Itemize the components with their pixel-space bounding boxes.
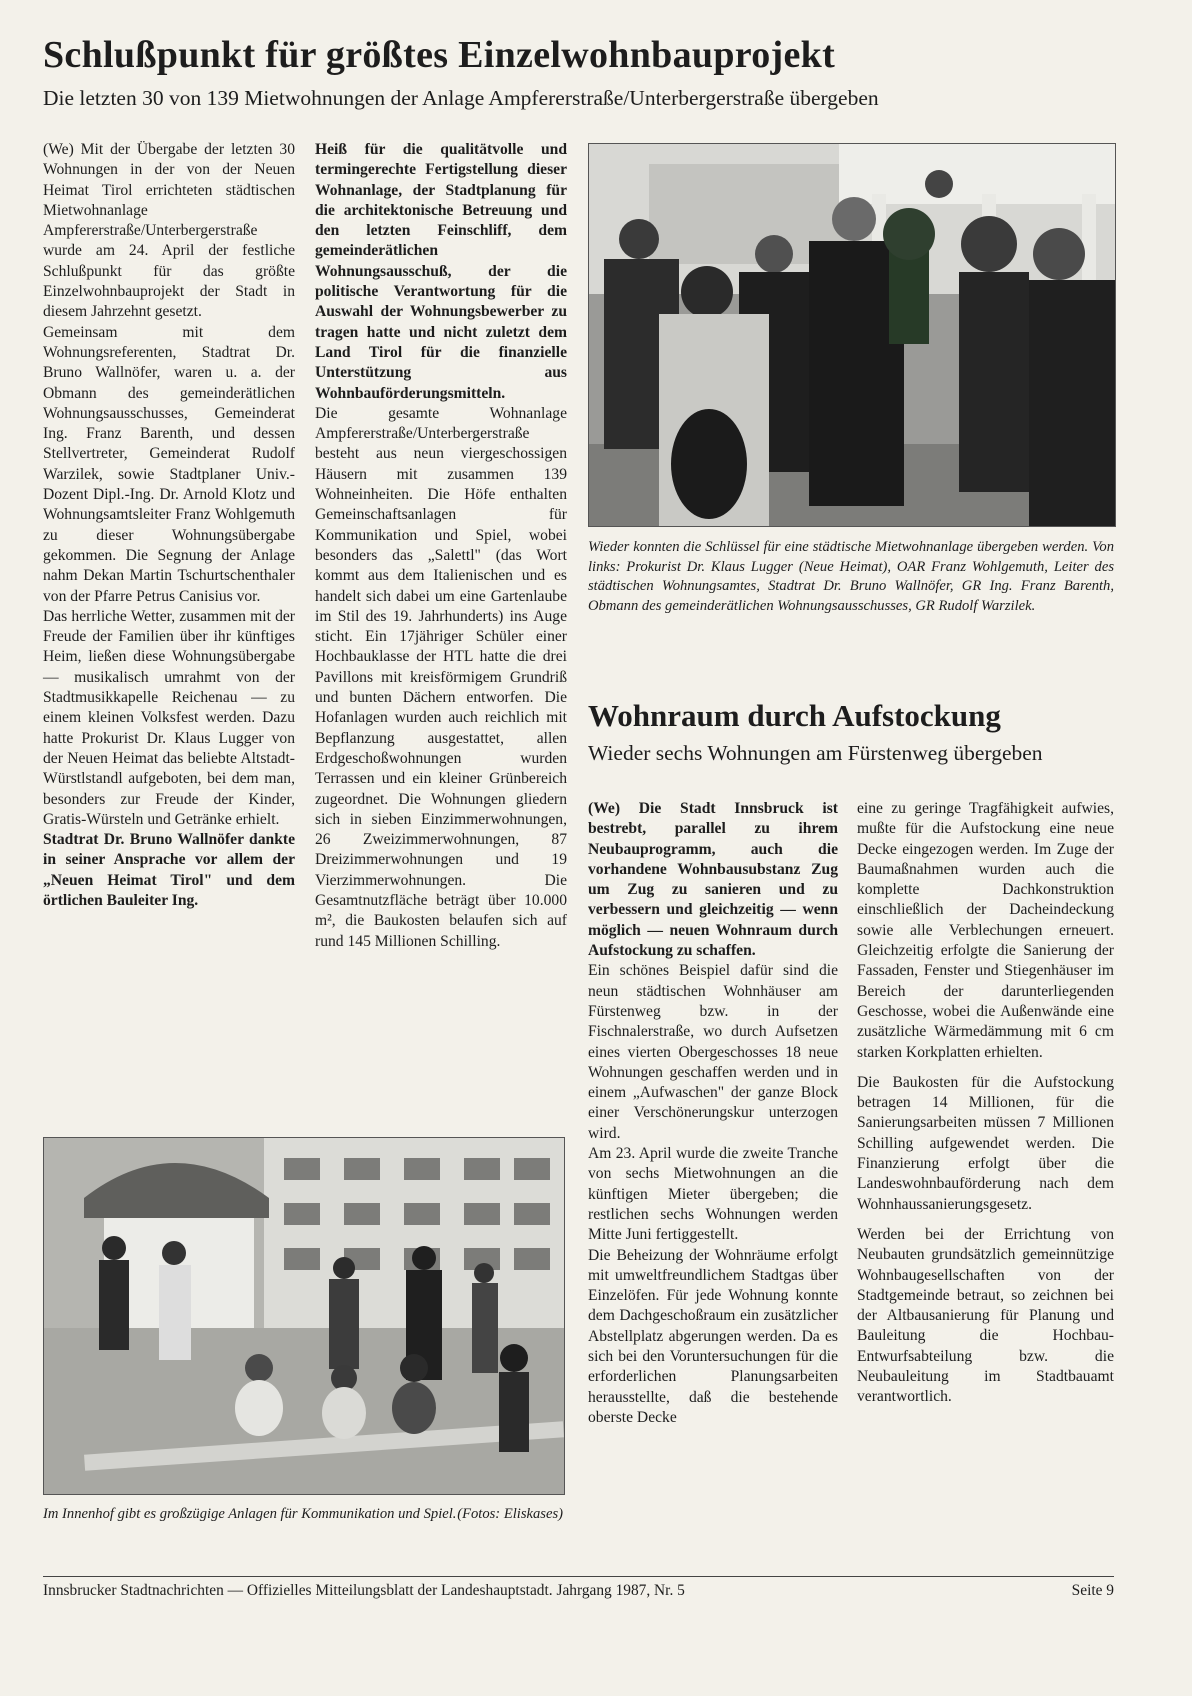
- article2-column-2: [857, 799, 1114, 1408]
- courtyard-photo-caption: [43, 1505, 563, 1525]
- article1-headline: Schlußpunkt für größtes Einzelwohnbauprojekt: [43, 34, 836, 76]
- article2-headline: Wohnraum durch Aufstockung: [588, 698, 1001, 733]
- key-handover-photo-caption: Wieder konnten die Schlüssel für eine städtische Mietwohnanlage übergeben werden. Von links: Prokurist Dr. Klaus Lugger (Neue Heimat), OAR Franz Wohlgemuth, Leiter des städtischen Wohnungsamtes, Stadtrat Dr. Bruno Wallnöfer, GR Ing. Franz Barenth, Obmann des gemeinderätlichen Wohnungsausschusses, GR Rudolf Warzilek.: [588, 539, 1114, 614]
- key-handover-photo: [588, 143, 1116, 527]
- article2-col2-paragraph-3: Werden bei der Errichtung von Neubauten grundsätzlich gemeinnützige Wohnbaugesellschaften von der Stadtgemeinde betraut, so zeichnen bei der Altbausanierung für Planung und Bauleitung die Hochbau-Entwurfsabteilung bzw. die Neubauleitung im Stadtbauamt verantwortlich.: [857, 1225, 1114, 1406]
- article1-col1-paragraph-2: Gemeinsam mit dem Wohnungsreferenten, Stadtrat Dr. Bruno Wallnöfer, waren u. a. der Obmann des gemeinderätlichen Wohnungsausschusses, Gemeinderat Ing. Franz Barenth, und dessen Stellvertreter, Gemeinderat Rudolf Warzilek, sowie Stadtplaner Univ.-Dozent Dipl.-Ing. Dr. Arnold Klotz und Wohnungsamtsleiter Franz Wohlgemuth zu dieser Wohnungsübergabe gekommen. Die Segnung der Anlage nahm Dekan Martin Tschurtschenthaler von der Pfarre Petrus Canisius vor.: [43, 323, 295, 605]
- footer-rule: [43, 1576, 1114, 1577]
- article1-col2-paragraph-1: Heiß für die qualitätvolle und termingerechte Fertigstellung dieser Wohnanlage, der Stadtplanung für die architektonische Betreuung und den letzten Feinschliff, dem gemeinderätlichen Wohnungsausschuß, der die politische Verantwortung für die Auswahl der Wohnungsbewerber zu tragen hatte und nicht zuletzt dem Land Tirol für die finanzielle Unterstützung aus Wohnbauförderungsmitteln.: [315, 141, 567, 402]
- article2-subheadline: Wieder sechs Wohnungen am Fürstenweg übergeben: [588, 741, 1043, 765]
- article1-col1-paragraph-3: Das herrliche Wetter, zusammen mit der Freude der Familien über ihr künftiges Heim, ließen diese Wohnungsübergabe — musikalisch umrahmt von der Stadtmusikkapelle Reichenau — zu einem kleinen Volksfest werden. Dazu hatte Prokurist Dr. Klaus Lugger von der Neuen Heimat das beliebte Altstadt-Würstlstandl aufgeboten, bei dem man, besonders zur Freude der Kinder, Gratis-Würsteln und Getränke erhielt.: [43, 607, 295, 828]
- article1-column-1: [43, 140, 295, 911]
- article1-col1-paragraph-4: Stadtrat Dr. Bruno Wallnöfer dankte in seiner Ansprache vor allem der „Neuen Heimat Tirol" und dem örtlichen Bauleiter Ing.: [43, 831, 295, 909]
- article2-column-1: [588, 799, 838, 1428]
- photo-credit: (Fotos: Eliskases): [457, 1506, 563, 1522]
- article2-col2-paragraph-1: eine zu geringe Tragfähigkeit aufwies, mußte für die Aufstockung eine neue Decke eingezogen werden. Im Zuge der Baumaßnahmen wurden auch die komplette Dachkonstruktion einschließlich der Dacheindeckung sowie alle Verblechungen erneuert. Gleichzeitig erfolgte die Sanierung der Fassaden, Fenster und Stiegenhäuser im Bereich der darunterliegenden Geschosse, wobei die Außenwände eine zusätzliche Wärmedämmung mit 6 cm starken Korkplatten erhielten.: [857, 800, 1114, 1061]
- footer-page-number: Seite 9: [1071, 1582, 1114, 1599]
- bleed-through-decoration: [1118, 40, 1192, 82]
- courtyard-photo: [43, 1137, 565, 1495]
- article2-col1-paragraph-2: Ein schönes Beispiel dafür sind die neun städtischen Wohnhäuser am Fürstenweg bzw. in der Fischnalerstraße, wo durch Aufsetzen eines vierten Obergeschosses 18 neue Wohnungen geschaffen werden und in einem „Aufwaschen" der ganze Block einer Verschönerungskur unterzogen wird.: [588, 962, 838, 1142]
- article2-col1-paragraph-3: Am 23. April wurde die zweite Tranche von sechs Mietwohnungen an die künftigen Mieter übergeben; die restlichen sechs Wohnungen werden Mitte Juni fertiggestellt.: [588, 1145, 838, 1244]
- article2-col1-paragraph-4: Die Beheizung der Wohnräume erfolgt mit umweltfreundlichem Stadtgas über Einzelöfen. Für jede Wohnung konnte dem Dachgeschoßraum ein zusätzlicher Abstellplatz abgerungen werden. Da es sich bei den Voruntersuchungen für die erforderlichen Planungsarbeiten herausstellte, daß die bestehende oberste Decke: [588, 1246, 838, 1426]
- article2-col2-paragraph-2: Die Baukosten für die Aufstockung betragen 14 Millionen, für die Sanierungsarbeiten müssen 7 Millionen Schilling aufgewendet werden. Die Finanzierung erfolgt über die Landeswohnbauförderung nach dem Wohnhaussanierungsgesetz.: [857, 1073, 1114, 1213]
- article2-col1-lead: (We) Die Stadt Innsbruck ist bestrebt, parallel zu ihrem Neubauprogramm, auch die vorhandene Wohnbausubstanz Zug um Zug zu sanieren und zu verbessern und gleichzeitig — wenn möglich — neuen Wohnraum durch Aufstockung zu schaffen.: [588, 800, 838, 960]
- key-handover-photo-illustration: [589, 144, 1115, 526]
- article1-col1-paragraph-1: (We) Mit der Übergabe der letzten 30 Wohnungen in der von der Neuen Heimat Tirol errichteten städtischen Mietwohnanlage Ampfererstraße/Unterbergerstraße wurde am 24. April der festliche Schlußpunkt für das größte Einzelwohnbauprojekt der Stadt in diesem Jahrzehnt gesetzt.: [43, 141, 295, 321]
- article1-column-2: [315, 140, 567, 952]
- courtyard-photo-illustration: [44, 1138, 564, 1494]
- article1-subheadline: Die letzten 30 von 139 Mietwohnungen der Anlage Ampfererstraße/Unterbergerstraße übergeben: [43, 86, 879, 110]
- footer-publication: Innsbrucker Stadtnachrichten — Offizielles Mitteilungsblatt der Landeshauptstadt. Jahrgang 1987, Nr. 5: [43, 1582, 685, 1599]
- courtyard-caption-text: Im Innenhof gibt es großzügige Anlagen für Kommunikation und Spiel.: [43, 1506, 457, 1522]
- article1-col2-paragraph-2: Die gesamte Wohnanlage Ampfererstraße/Unterbergerstraße besteht aus neun viergeschossigen Häusern mit zusammen 139 Wohneinheiten. Die Höfe enthalten Gemeinschaftsanlagen für Kommunikation und Spiel, wobei besonders das „Salettl" (das Wort kommt aus dem Italienischen und es handelt sich dabei um eine Gartenlaube im Stil des 19. Jahrhunderts) ins Auge sticht. Ein 17jähriger Schüler einer Hochbauklasse der HTL hatte die drei Pavillons mit kreisförmigem Grundriß und bunten Dächern entworfen. Die Hofanlagen wurden auch reichlich mit Bepflanzung ausgestattet, allen Erdgeschoßwohnungen wurden Terrassen und ein kleiner Grünbereich zugeordnet. Die Wohnungen gliedern sich in sieben Einzimmerwohnungen, 26 Zweizimmerwohnungen, 87 Dreizimmerwohnungen und 19 Vierzimmerwohnungen. Die Gesamtnutzfläche beträgt über 10.000 m², die Baukosten belaufen sich auf rund 145 Millionen Schilling.: [315, 404, 567, 950]
